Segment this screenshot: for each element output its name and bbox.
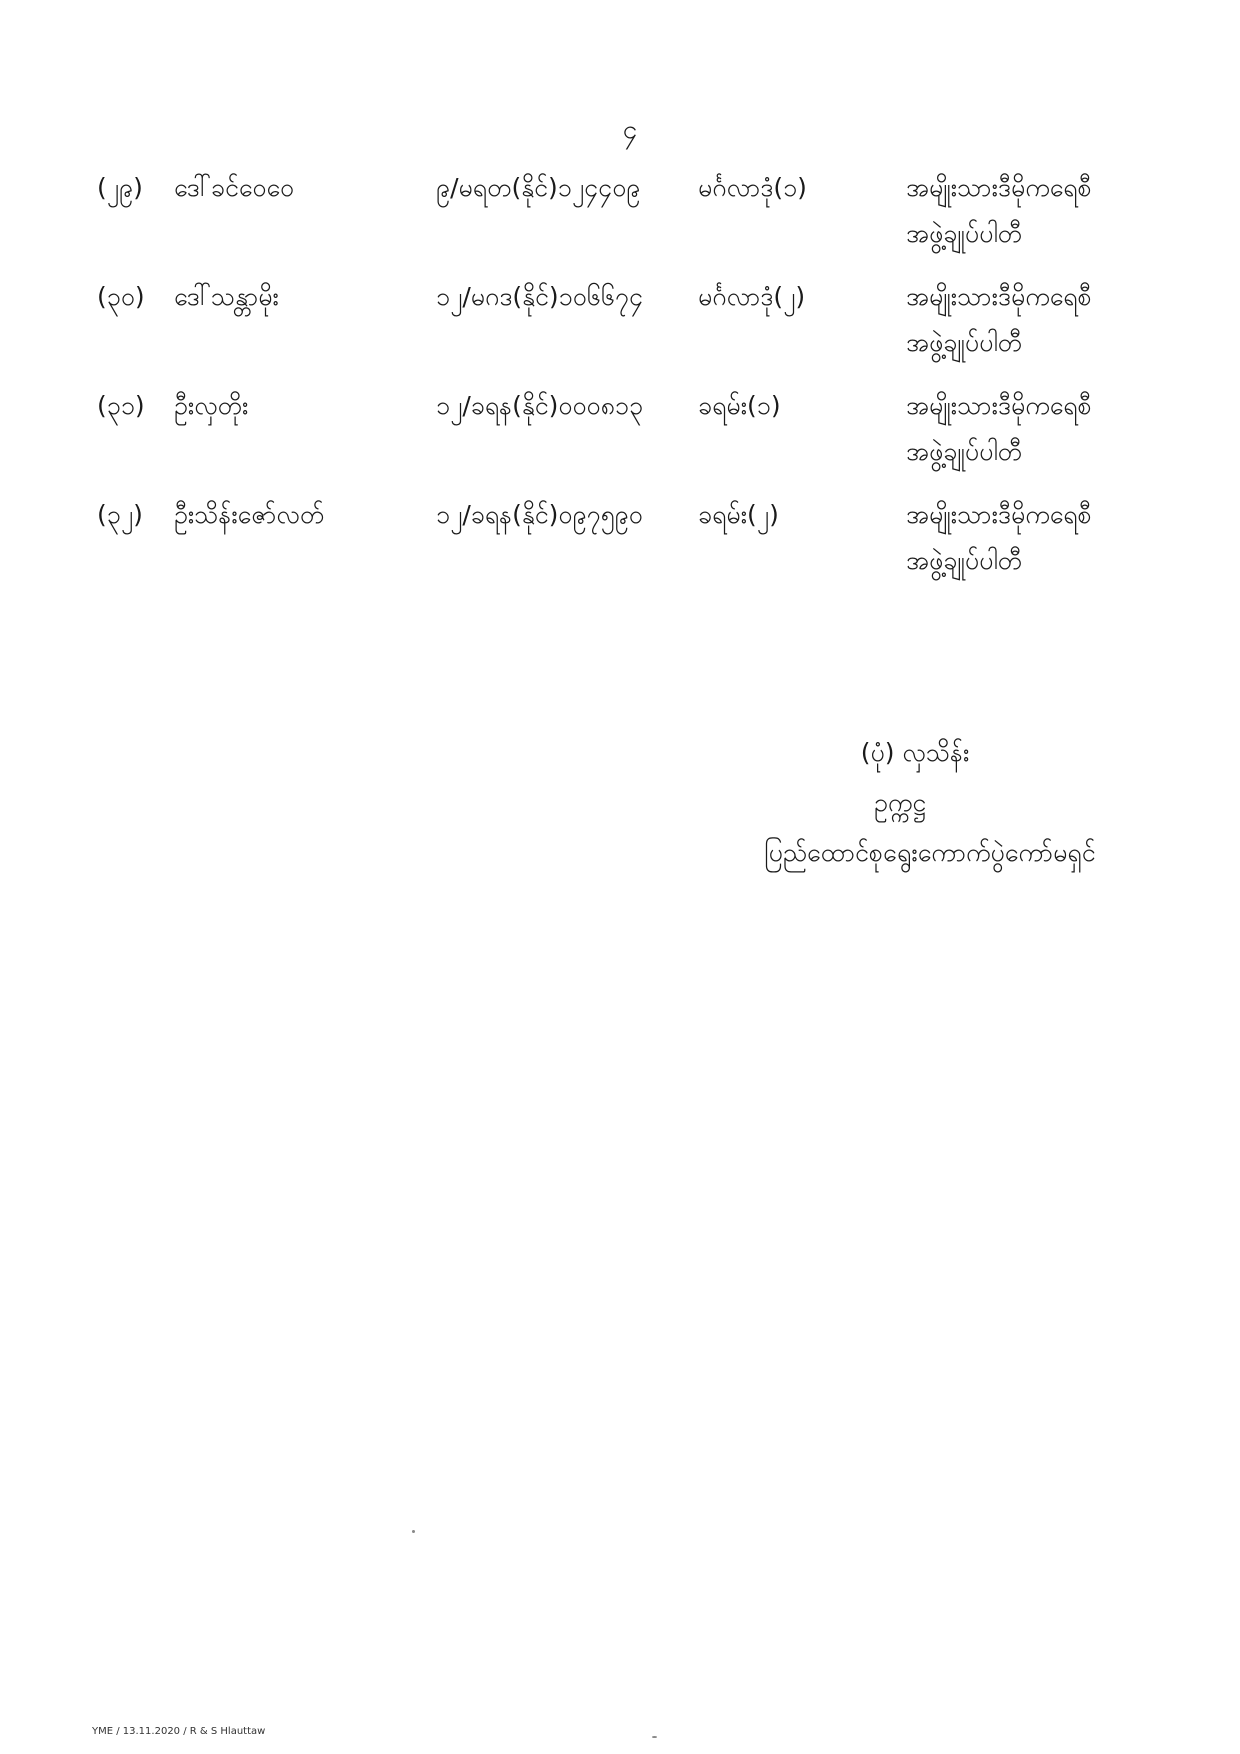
entry-number: (၃၂) [97,500,143,529]
constituency: မင်္ဂလာဒုံ(၁) [698,173,807,202]
list-item [0,165,1240,274]
candidate-name: ဦးလှတိုး [174,391,249,420]
constituency: ခရမ်း(၁) [698,391,781,420]
list-item [0,492,1240,601]
party-name [906,165,1092,257]
party-name [906,274,1092,366]
entry-number: (၃၀) [97,282,145,311]
party-name [906,383,1092,475]
nrc-number: ၉/မရတ(နိုင်)၁၂၄၄၀၉ [436,173,641,202]
party-line-2: အဖွဲ့ချုပ်ပါတီ [906,328,1023,357]
constituency: မင်္ဂလာဒုံ(၂) [698,282,806,311]
candidate-name: ဒေါ်သန္တာမိုး [174,282,279,311]
party-line-1: အမျိုးသားဒီမိုကရေစီ [906,391,1092,420]
candidate-name: ဒေါ်ခင်ဝေဝေ [174,173,295,202]
candidate-name: ဦးသိန်းဇော်လတ် [174,500,325,529]
party-line-1: အမျိုးသားဒီမိုကရေစီ [906,173,1092,202]
page-number: ၄ [622,115,638,145]
nrc-number: ၁၂/မဂဒ(နိုင်)၁၀၆၆၇၄ [436,282,644,311]
scan-speck [652,1736,657,1738]
party-name [906,492,1092,584]
candidate-list [0,165,1240,601]
party-line-2: အဖွဲ့ချုပ်ပါတီ [906,546,1023,575]
signatory-name: (ပုံ) လှသိန်း [860,738,970,767]
footer-reference: YME / 13.11.2020 / R & S Hlauttaw [92,1726,266,1737]
entry-number: (၂၉) [97,173,143,202]
signature-block [730,728,1130,878]
scan-speck [412,1530,415,1533]
party-line-2: အဖွဲ့ချုပ်ပါတီ [906,219,1023,248]
signatory-title: ဥက္ကဋ္ဌ [874,788,926,817]
entry-number: (၃၁) [97,391,145,420]
party-line-1: အမျိုးသားဒီမိုကရေစီ [906,282,1092,311]
list-item [0,274,1240,383]
issuing-body: ပြည်ထောင်စုရွေးကောက်ပွဲကော်မရှင် [764,838,1096,867]
party-line-1: အမျိုးသားဒီမိုကရေစီ [906,500,1092,529]
list-item [0,383,1240,492]
nrc-number: ၁၂/ခရန(နိုင်)၀၉၇၅၉၀ [436,500,643,529]
constituency: ခရမ်း(၂) [698,500,779,529]
nrc-number: ၁၂/ခရန(နိုင်)၀၀၀၈၁၃ [436,391,644,420]
party-line-2: အဖွဲ့ချုပ်ပါတီ [906,437,1023,466]
